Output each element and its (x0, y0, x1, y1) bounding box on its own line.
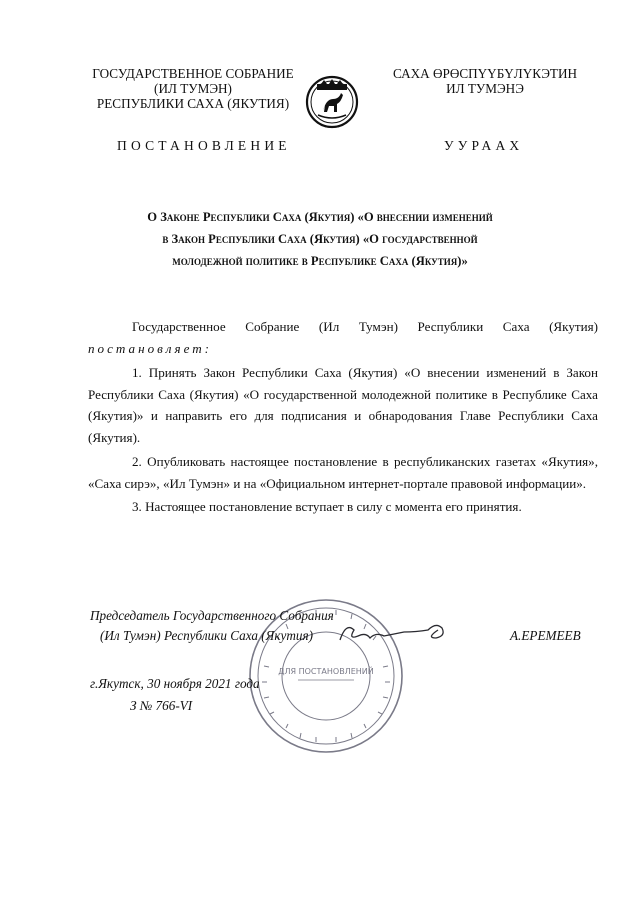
doc-type-russian: ПОСТАНОВЛЕНИЕ (117, 138, 291, 153)
document-number: З № 766-VI (130, 698, 193, 713)
resolves-word: постановляет: (88, 340, 213, 356)
issuer-name-russian (88, 66, 298, 111)
issuer-line: ИЛ ТУМЭНЭ (446, 81, 524, 96)
issuer-line: САХА ӨРӨСПҮҮБҮЛҮКЭТИН (392, 66, 578, 81)
paragraph-3: 3. Настоящее постановление вступает в силу с момента его принятия. (132, 499, 522, 514)
issuer-line: (ИЛ ТУМЭН) (154, 81, 232, 96)
paragraph-1: 1. Принять Закон Республики Саха (Якутия) «О внесении изменений в Закон Республики Саха (Якутия) «О государственной молодежной политике в Республике Саха (Якутия)» и направить его для подписания и обнародования Главе Республики Саха (Якутия). (88, 365, 598, 445)
stamp-label: ДЛЯ ПОСТАНОВЛЕНИЙ (278, 667, 374, 676)
signatory-name: А.ЕРЕМЕЕВ (510, 628, 581, 643)
intro-paragraph (88, 316, 598, 359)
signatory-role-line-2: (Ил Тумэн) Республики Саха (Якутия) (100, 628, 314, 643)
title-line: в Закон Республики Саха (Якутия) «О государственной (162, 232, 478, 246)
intro-line: Государственное Собрание (Ил Тумэн) Республики Саха (Якутия) (132, 319, 598, 334)
issuer-line: ГОСУДАРСТВЕННОЕ СОБРАНИЕ (92, 66, 294, 81)
place-and-date: г.Якутск, 30 ноября 2021 года (90, 676, 260, 691)
title-line: О Законе Республики Саха (Якутия) «О внесении изменений (147, 210, 493, 224)
doc-type-yakut: УУРААХ (444, 138, 524, 153)
issuer-name-yakut (380, 66, 590, 96)
paragraph-2: 2. Опубликовать настоящее постановление в республиканских газетах «Якутия», «Саха сирэ», «Ил Тумэн» и на «Официальном интернет-портале правовой информации». (88, 454, 598, 491)
document-title (90, 206, 550, 272)
coat-of-arms-icon (305, 75, 359, 129)
title-line: молодежной политике в Республике Саха (Якутия)» (172, 254, 468, 268)
handwritten-signature-icon (330, 618, 480, 648)
signatory-role-line-1: Председатель Государственного Собрания (90, 608, 334, 623)
issuer-line: РЕСПУБЛИКИ САХА (ЯКУТИЯ) (96, 96, 290, 111)
